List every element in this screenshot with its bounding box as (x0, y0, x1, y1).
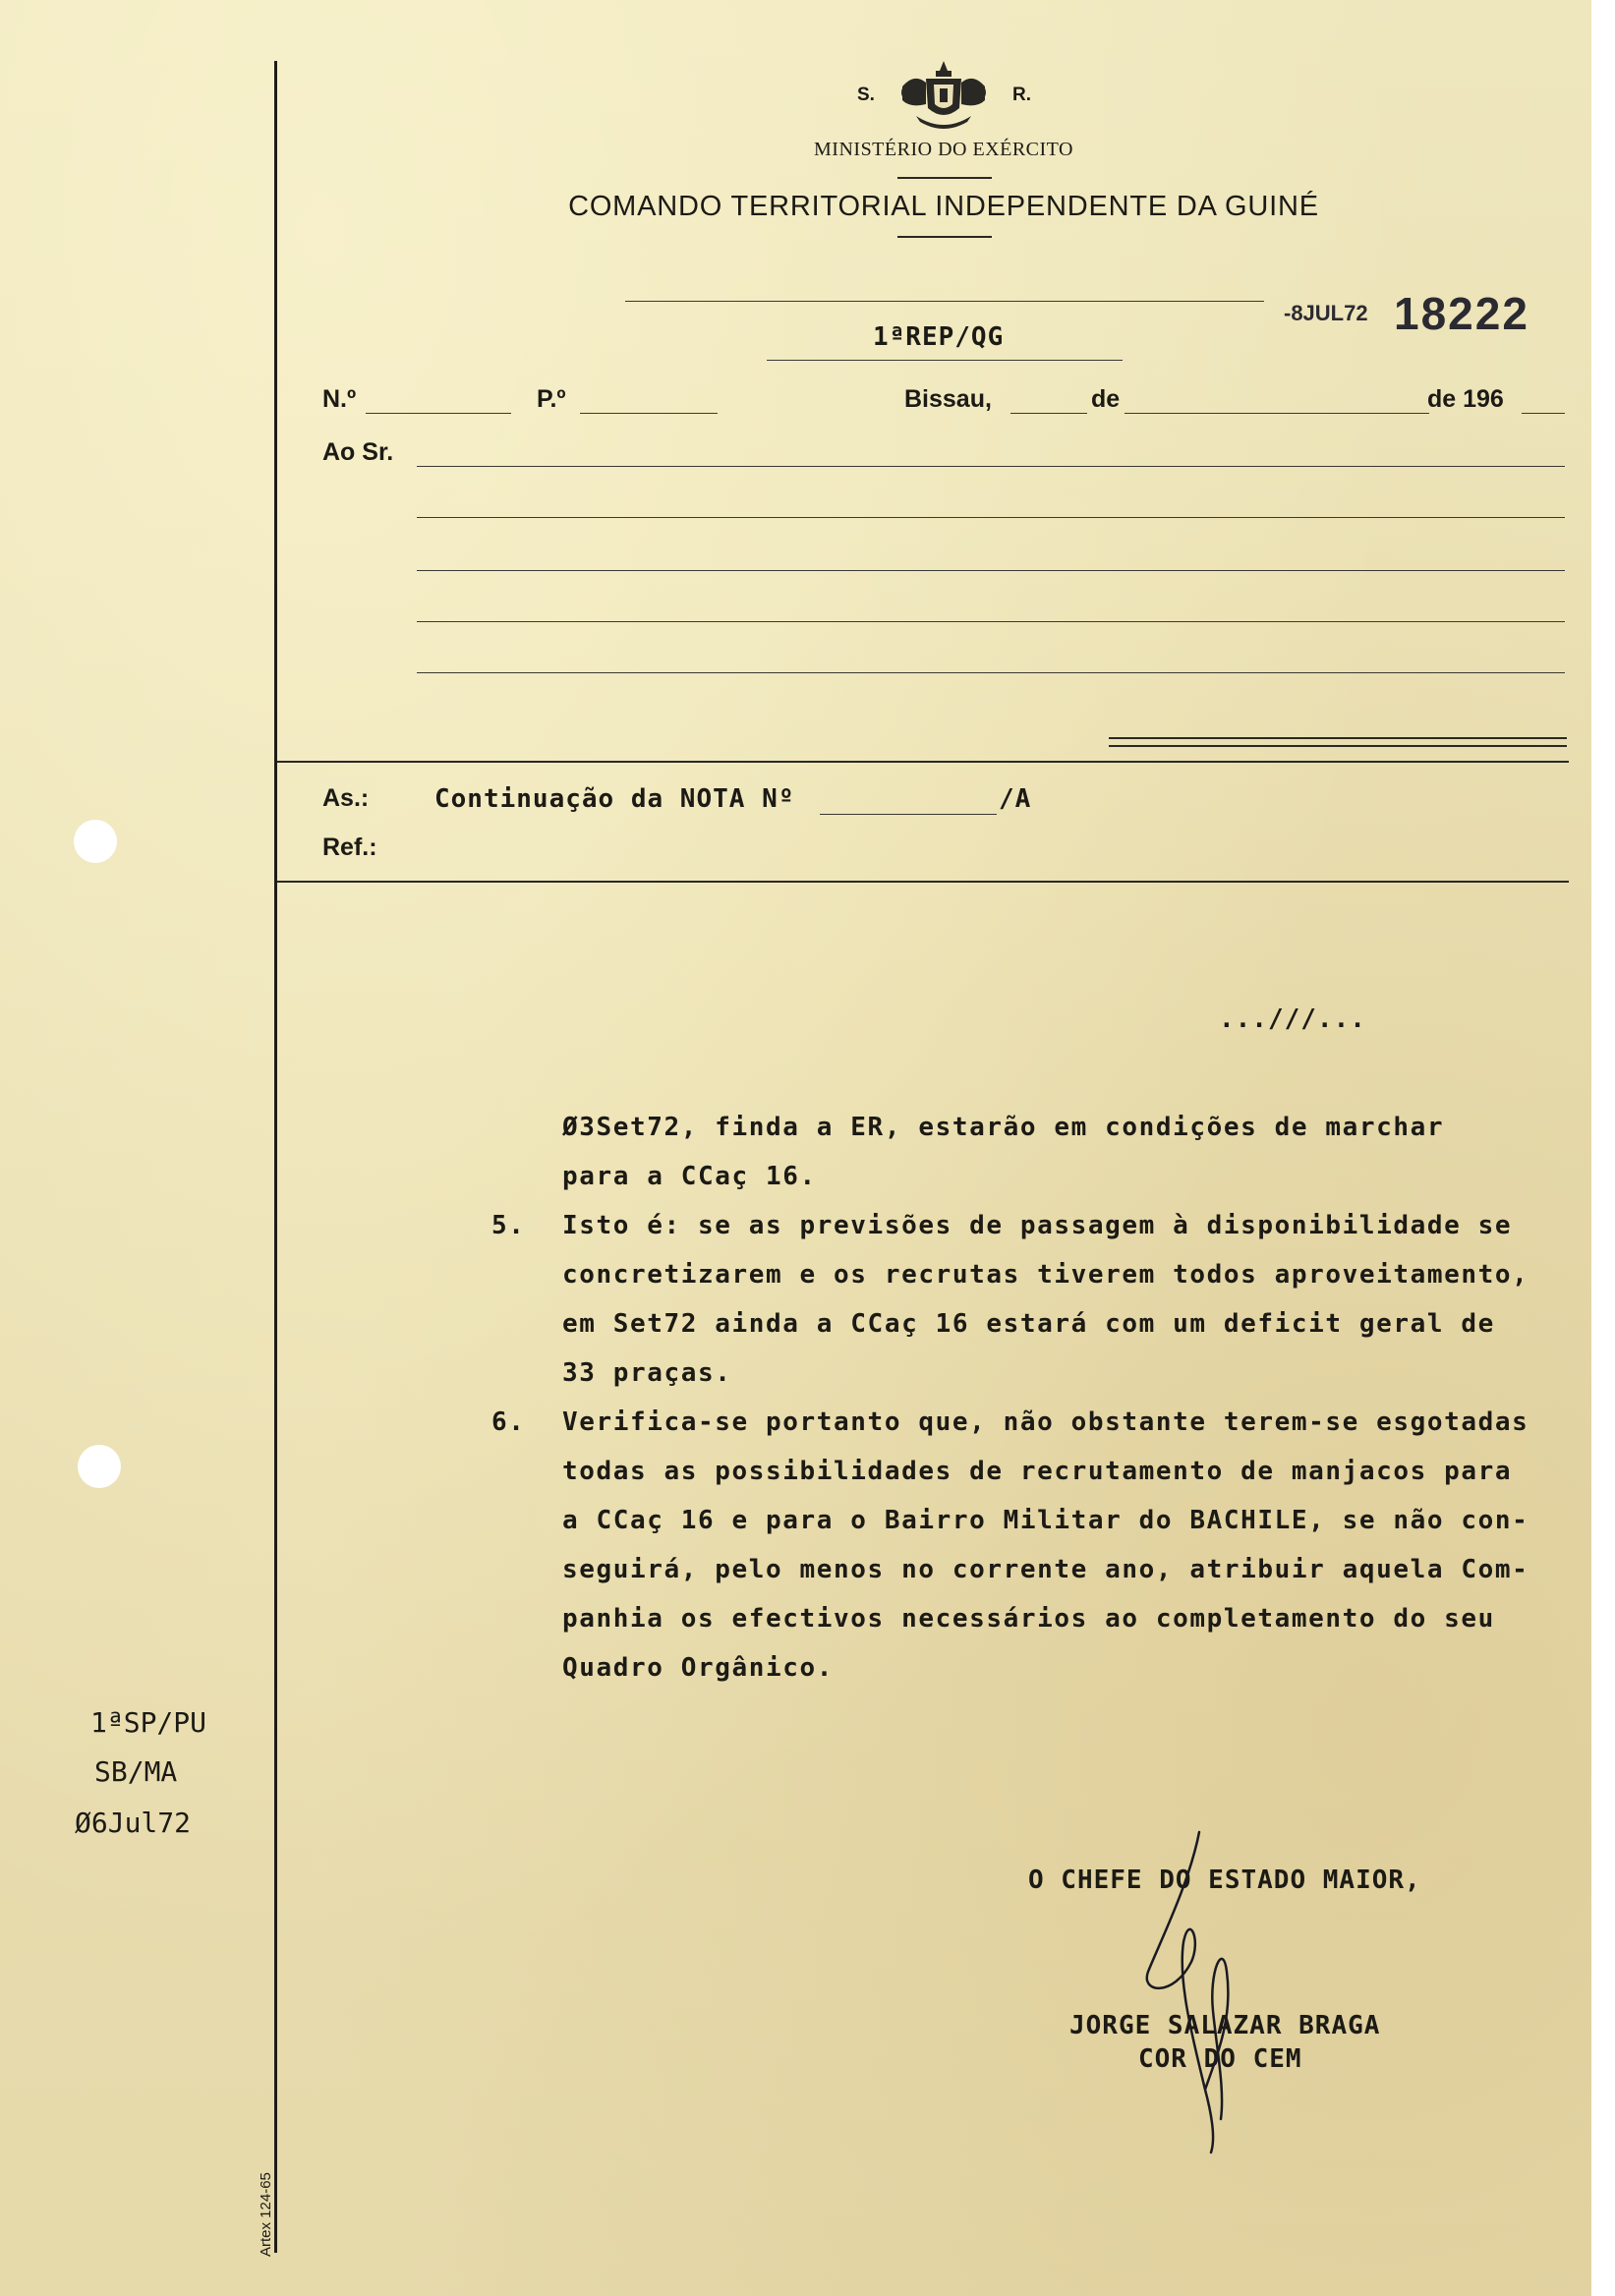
form-double-rule (1109, 737, 1567, 739)
addressee-label: Ao Sr. (322, 438, 394, 466)
line-text: seguirá, pelo menos no corrente ano, atribuir aquela Com- (562, 1555, 1529, 1584)
command-title: COMANDO TERRITORIAL INDEPENDENTE DA GUINÉ (568, 191, 1319, 222)
scan-edge (1591, 0, 1615, 2296)
addressee-line[interactable] (417, 517, 1565, 518)
addressee-line[interactable] (417, 621, 1565, 622)
margin-rule (274, 61, 277, 2253)
header-divider (897, 177, 992, 179)
line-text: Isto é: se as previsões de passagem à disponibilidade se (562, 1211, 1513, 1240)
margin-note-line: 1ªSP/PU (90, 1706, 207, 1739)
field-line (767, 360, 1123, 361)
header-right-letter: R. (1012, 85, 1031, 105)
month-field[interactable] (1125, 413, 1429, 414)
signature-title: O CHEFE DO ESTADO MAIOR, (1028, 1866, 1421, 1895)
line-text: Quadro Orgânico. (562, 1653, 835, 1683)
note-number-field[interactable] (820, 814, 997, 815)
ministry-title: MINISTÉRIO DO EXÉRCITO (814, 139, 1073, 160)
signer-rank: COR DO CEM (1138, 2044, 1302, 2074)
stamp-date: -8JUL72 (1284, 301, 1368, 325)
margin-note-line: SB/MA (94, 1755, 178, 1788)
section-rule (277, 881, 1569, 883)
field-line (625, 301, 1264, 302)
addressee-line[interactable] (417, 672, 1565, 673)
line-text: para a CCaç 16. (562, 1162, 817, 1191)
place-label: Bissau, (904, 385, 992, 413)
line-text: Ø3Set72, finda a ER, estarão em condições de marchar (562, 1113, 1445, 1142)
year-label: de 196 (1427, 385, 1504, 413)
handwritten-signature (1130, 1824, 1268, 2158)
subject-label: As.: (322, 784, 370, 812)
line-text: panhia os efectivos necessários ao completamento do seu (562, 1604, 1495, 1634)
printer-mark: Artex 124-65 (258, 2172, 274, 2257)
subject-text: Continuação da NOTA Nº (434, 784, 795, 814)
line-text: em Set72 ainda a CCaç 16 estará com um deficit geral de (562, 1309, 1495, 1339)
de-label: de (1091, 385, 1121, 413)
stamp-number: 18222 (1394, 288, 1529, 339)
subject-suffix: /A (999, 784, 1032, 814)
line-text: concretizarem e os recrutas tiverem todos aproveitamento, (562, 1260, 1529, 1290)
header-divider (897, 236, 992, 238)
margin-note-line: Ø6Jul72 (75, 1807, 192, 1839)
addressee-line[interactable] (417, 570, 1565, 571)
form-double-rule (1109, 745, 1567, 747)
number-field[interactable] (366, 413, 511, 414)
line-text: Verifica-se portanto que, não obstante terem-se esgotadas (562, 1407, 1529, 1437)
department-code: 1ªREP/QG (873, 322, 1005, 352)
coat-of-arms-icon (896, 57, 991, 136)
year-field[interactable] (1522, 413, 1565, 414)
line-text: 33 praças. (562, 1358, 732, 1388)
section-rule (277, 761, 1569, 763)
punch-hole (74, 820, 117, 863)
paragraph-number: 6. (491, 1407, 526, 1437)
number-label: N.º (322, 385, 357, 413)
day-field[interactable] (1010, 413, 1087, 414)
header-left-letter: S. (857, 85, 875, 105)
signer-name: JORGE SALAZAR BRAGA (1069, 2011, 1381, 2040)
continuation-mark: ...///... (1219, 1004, 1366, 1034)
process-label: P.º (537, 385, 566, 413)
line-text: todas as possibilidades de recrutamento de manjacos para (562, 1457, 1513, 1486)
addressee-line[interactable] (417, 466, 1565, 467)
process-field[interactable] (580, 413, 718, 414)
ref-label: Ref.: (322, 833, 377, 861)
punch-hole (78, 1445, 121, 1488)
line-text: a CCaç 16 e para o Bairro Militar do BACHILE, se não con- (562, 1506, 1529, 1535)
paragraph-number: 5. (491, 1211, 526, 1240)
